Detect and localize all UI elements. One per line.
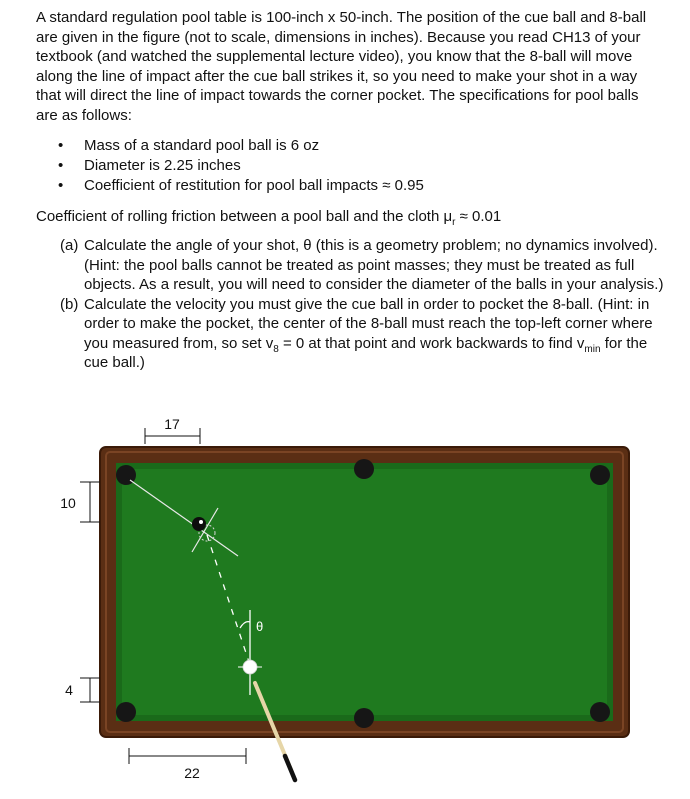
cue-stick-butt: [285, 756, 295, 780]
pool-table-figure: [0, 400, 690, 799]
ball-specifications-list: [58, 136, 658, 196]
dimension-label-22: 22: [184, 765, 200, 781]
angle-theta-label: θ: [256, 619, 264, 634]
dimension-left-lower: [80, 678, 100, 702]
pocket-bottom-middle: [354, 708, 374, 728]
dimension-label-17: 17: [164, 416, 180, 432]
pocket-bottom-right: [590, 702, 610, 722]
list-item: [58, 156, 658, 176]
friction-text: Coefficient of rolling friction between a pool ball and the cloth μ: [36, 208, 453, 225]
spec-diameter: Diameter is 2.25 inches: [84, 157, 241, 174]
part-b-tag: (b): [60, 295, 79, 313]
part-a-tag: (a): [60, 237, 79, 254]
intro-paragraph: A standard regulation pool table is 100-inch x 50-inch. The position of the cue ball and 8-ball are given in the figure (not to scale, dimensions in inches). Because you read CH13 of your textbook (and watched the supplemental lecture video), you know that the 8-ball will move along the line of impact after the cue ball strikes it, so you need to make your shot in a way that will direct the line of impact towards the corner pocket. The specifications for pool balls are as follows:: [36, 9, 647, 124]
list-item: [58, 136, 658, 156]
bullet-icon: •: [58, 177, 64, 194]
friction-line: [36, 207, 664, 227]
pocket-bottom-left: [116, 702, 136, 722]
spec-restitution: Coefficient of restitution for pool ball impacts ≈ 0.95: [84, 177, 424, 194]
eight-ball: [192, 517, 206, 531]
question-part-b: [60, 295, 666, 373]
dimension-bottom: [129, 748, 246, 764]
dimension-label-4: 4: [65, 682, 73, 698]
friction-subscript: r: [452, 217, 456, 228]
list-item: [58, 176, 658, 196]
eight-ball-spot: [199, 520, 203, 524]
bullet-icon: •: [58, 137, 64, 154]
part-a-text: Calculate the angle of your shot, θ (this is a geometry problem; no dynamics involved). (Hint: the pool balls cannot be treated as point masses; they must be treated as full objects. As a result, you will need to consider the diameter of the balls in your analysis.): [84, 237, 664, 293]
spec-mass: Mass of a standard pool ball is 6 oz: [84, 137, 320, 154]
part-b-sub-1: 8: [273, 343, 279, 355]
part-b-text-3: for the cue ball.): [84, 334, 648, 371]
dimension-left-upper: [80, 482, 100, 522]
friction-value: ≈ 0.01: [455, 208, 502, 225]
part-b-text-1: Calculate the velocity you must give the cue ball in order to pocket the 8-ball. (Hint: in order to make the pocket, the center of the 8-ball must reach the top-left corner where you measured from, so set v: [84, 295, 653, 352]
question-parts: [60, 236, 666, 373]
pocket-top-middle: [354, 459, 374, 479]
part-b-sub-2: min: [584, 343, 601, 355]
table-cloth: [122, 469, 607, 715]
question-part-a: [60, 236, 666, 295]
bullet-icon: •: [58, 157, 64, 174]
pocket-top-right: [590, 465, 610, 485]
dimension-label-10: 10: [60, 495, 76, 511]
part-b-text-2: = 0 at that point and work backwards to find v: [278, 334, 585, 352]
